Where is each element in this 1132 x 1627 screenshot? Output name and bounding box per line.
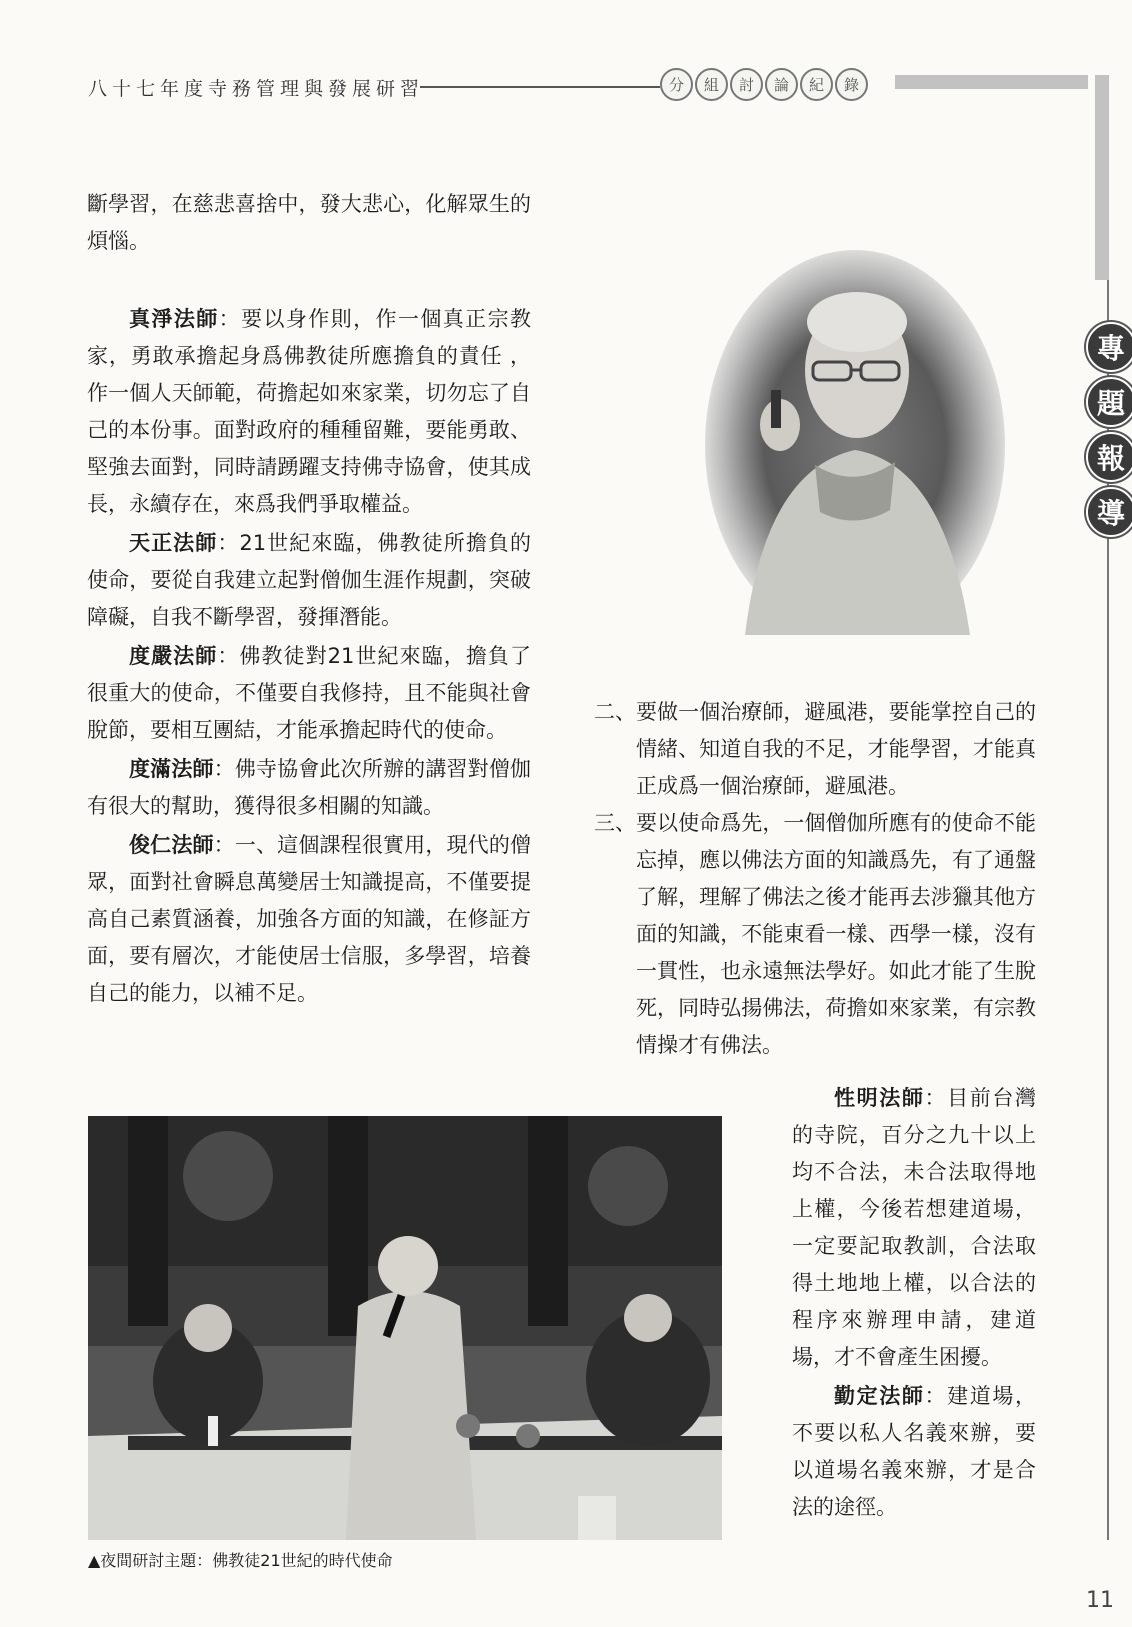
- list-text: 要以使命爲先，一個僧伽所應有的使命不能忘掉，應以佛法方面的知識爲先，有了通盤了解，理解了佛法之後才能再去涉獵其他方面的知識，不能東看一樣、西學一樣，沒有一貫性，也永遠無法學好。如此才能了生脫死，同時弘揚佛法，荷擔如來家業，有宗教情操才有佛法。: [636, 811, 1036, 1057]
- speaker-name: 天正法師: [129, 531, 218, 555]
- section-tab-char: 導: [1086, 487, 1132, 537]
- header-badge: 分: [660, 68, 693, 101]
- speaker-text: ：目前台灣的寺院，百分之九十以上均不合法，未合法取得地上權，今後若想建道場，一定要記取教訓，合法取得土地地上權，以合法的程序來辦理申請，建道場，才不會產生困擾。: [792, 1086, 1036, 1369]
- speaker-text: ：佛教徒對21世紀來臨，擔負了很重大的使命，不僅要自我修持，且不能與社會脫節，要相互團結，才能承擔起時代的使命。: [87, 644, 532, 742]
- speaker-text: ：21世紀來臨，佛教徒所擔負的使命，要從自我建立起對僧伽生涯作規劃，突破障礙，自我不斷學習，發揮潛能。: [87, 531, 532, 629]
- speaker-text: ：建道場，不要以私人名義來辦，要以道場名義來辦，才是合法的途徑。: [792, 1384, 1036, 1519]
- header-rule: [420, 86, 660, 88]
- header-badge: 討: [730, 68, 763, 101]
- list-text: 要做一個治療師，避風港，要能掌控自己的情緒、知道自我的不足，才能學習，才能真正成爲一個治療師，避風港。: [636, 700, 1036, 798]
- speaker-paragraph: [792, 1080, 1036, 1376]
- list-item: [594, 805, 1036, 1064]
- speaker-paragraph: [87, 751, 531, 825]
- right-lower-column: [792, 1080, 1036, 1528]
- group-photo: [88, 1116, 722, 1540]
- list-marker: 三、: [594, 811, 636, 835]
- list-marker: 二、: [594, 700, 636, 724]
- section-tab-char: 報: [1086, 432, 1132, 482]
- speaker-name: 真淨法師: [129, 307, 219, 331]
- header-badge: 組: [695, 68, 728, 101]
- speaker-text: ：佛寺協會此次所辦的講習對僧伽有很大的幫助，獲得很多相關的知識。: [87, 757, 532, 818]
- speaker-paragraph: [792, 1378, 1036, 1526]
- header-badge: 論: [765, 68, 798, 101]
- speaker-name: 度嚴法師: [129, 644, 218, 668]
- speaker-text: ：要以身作則，作一個真正宗教家，勇敢承擔起身爲佛教徒所應擔負的責任 ，作一個人天師範，荷擔起如來家業，切勿忘了自己的本份事。面對政府的種種留難，要能勇敢、堅強去面對，同時請踴躍支持佛寺協會，使其成長，永續存在，來爲我們爭取權益。: [87, 307, 532, 516]
- portrait-photo: [705, 250, 1005, 635]
- running-header-title: 八十七年度寺務管理與發展研習: [88, 78, 425, 100]
- right-list: [594, 694, 1036, 1064]
- left-column: [87, 186, 531, 1014]
- section-tab-char: 題: [1086, 377, 1132, 427]
- speaker-name: 度滿法師: [129, 757, 214, 781]
- header-badges: [660, 68, 868, 101]
- corner-bracket-vertical: [1095, 75, 1109, 280]
- speaker-text: ：一、這個課程很實用，現代的僧眾，面對社會瞬息萬變居士知識提高，不僅要提高自己素質涵養，加強各方面的知識，在修証方面，要有層次，才能使居士信服，多學習，培養自己的能力，以補不足。: [87, 833, 532, 1005]
- speaker-name: 勤定法師: [834, 1384, 925, 1408]
- speaker-paragraph: [87, 827, 531, 1012]
- photo-caption: ▲夜間研討主題：佛教徒21世紀的時代使命: [88, 1551, 393, 1570]
- corner-bracket-horizontal: [895, 75, 1088, 89]
- lead-paragraph: 斷學習，在慈悲喜捨中，發大悲心，化解眾生的煩惱。: [87, 192, 531, 253]
- list-item: [594, 694, 1036, 805]
- speaker-paragraph: [87, 638, 531, 749]
- speaker-name: 俊仁法師: [129, 833, 214, 857]
- speaker-paragraph: [87, 301, 531, 523]
- page-number: 11: [1086, 1588, 1114, 1613]
- section-tab: [1086, 322, 1132, 537]
- speaker-name: 性明法師: [834, 1086, 925, 1110]
- speaker-paragraph: [87, 525, 531, 636]
- header-badge: 紀: [800, 68, 833, 101]
- header-badge: 錄: [835, 68, 868, 101]
- section-tab-char: 專: [1086, 322, 1132, 372]
